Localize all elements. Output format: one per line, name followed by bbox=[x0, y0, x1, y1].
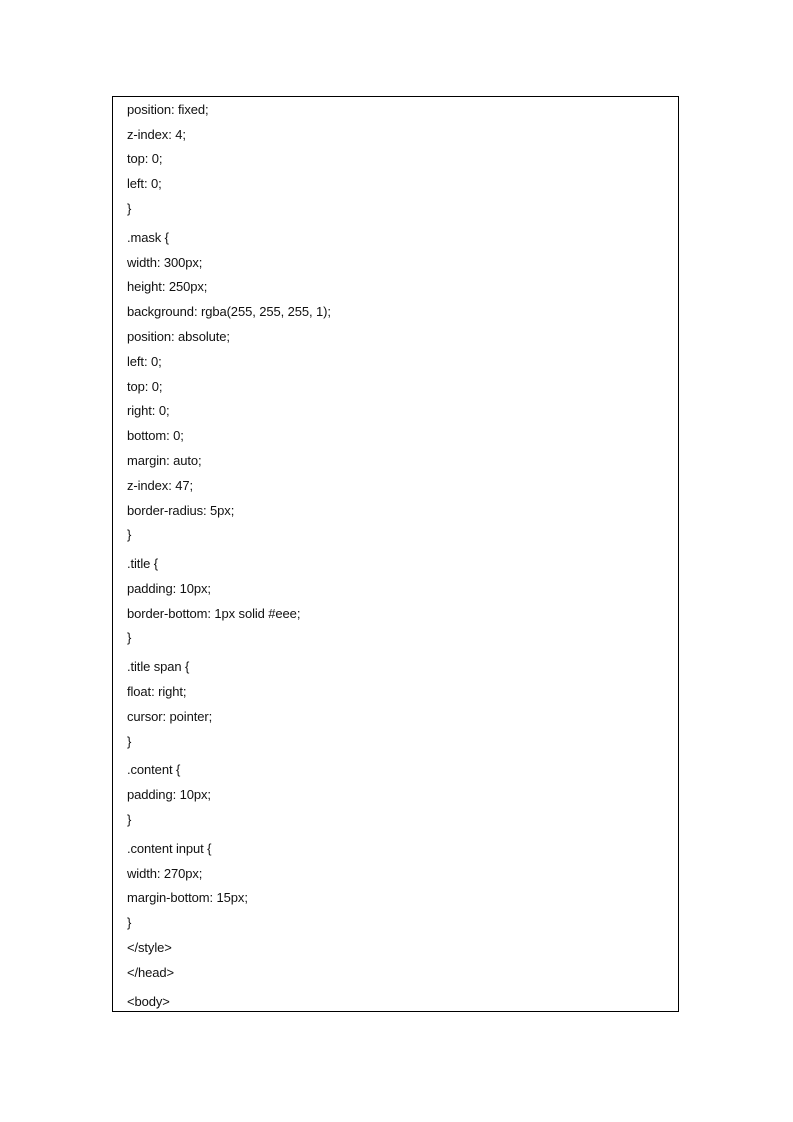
code-line: top: 0; bbox=[127, 151, 163, 166]
code-line: } bbox=[127, 812, 132, 827]
code-line: position: absolute; bbox=[127, 329, 230, 344]
code-line: top: 0; bbox=[127, 379, 163, 394]
code-line: } bbox=[127, 734, 132, 749]
code-line: </head> bbox=[127, 965, 175, 980]
code-line: left: 0; bbox=[127, 354, 162, 369]
code-line: margin: auto; bbox=[127, 453, 202, 468]
code-line: height: 250px; bbox=[127, 279, 208, 294]
code-line: .title { bbox=[127, 556, 158, 571]
code-line: </style> bbox=[127, 940, 172, 955]
code-line: } bbox=[127, 201, 132, 216]
code-line: padding: 10px; bbox=[127, 787, 211, 802]
code-line: width: 300px; bbox=[127, 255, 203, 270]
code-line: padding: 10px; bbox=[127, 581, 211, 596]
code-line: .content { bbox=[127, 762, 181, 777]
code-line: background: rgba(255, 255, 255, 1); bbox=[127, 304, 331, 319]
code-line: cursor: pointer; bbox=[127, 709, 213, 724]
code-line: z-index: 47; bbox=[127, 478, 194, 493]
code-line: border-bottom: 1px solid #eee; bbox=[127, 606, 301, 621]
code-line: bottom: 0; bbox=[127, 428, 184, 443]
code-line: right: 0; bbox=[127, 403, 170, 418]
code-line: width: 270px; bbox=[127, 866, 203, 881]
code-line: border-radius: 5px; bbox=[127, 503, 235, 518]
code-line: } bbox=[127, 915, 132, 930]
code-line: position: fixed; bbox=[127, 102, 209, 117]
code-line: } bbox=[127, 630, 132, 645]
code-line: float: right; bbox=[127, 684, 187, 699]
code-line: <body> bbox=[127, 994, 170, 1009]
code-line: .content input { bbox=[127, 841, 212, 856]
code-line: .mask { bbox=[127, 230, 169, 245]
code-line: margin-bottom: 15px; bbox=[127, 890, 248, 905]
code-line: .title span { bbox=[127, 659, 190, 674]
code-line: z-index: 4; bbox=[127, 127, 186, 142]
code-line: } bbox=[127, 527, 132, 542]
code-listing-box bbox=[112, 96, 679, 1012]
code-line: left: 0; bbox=[127, 176, 162, 191]
